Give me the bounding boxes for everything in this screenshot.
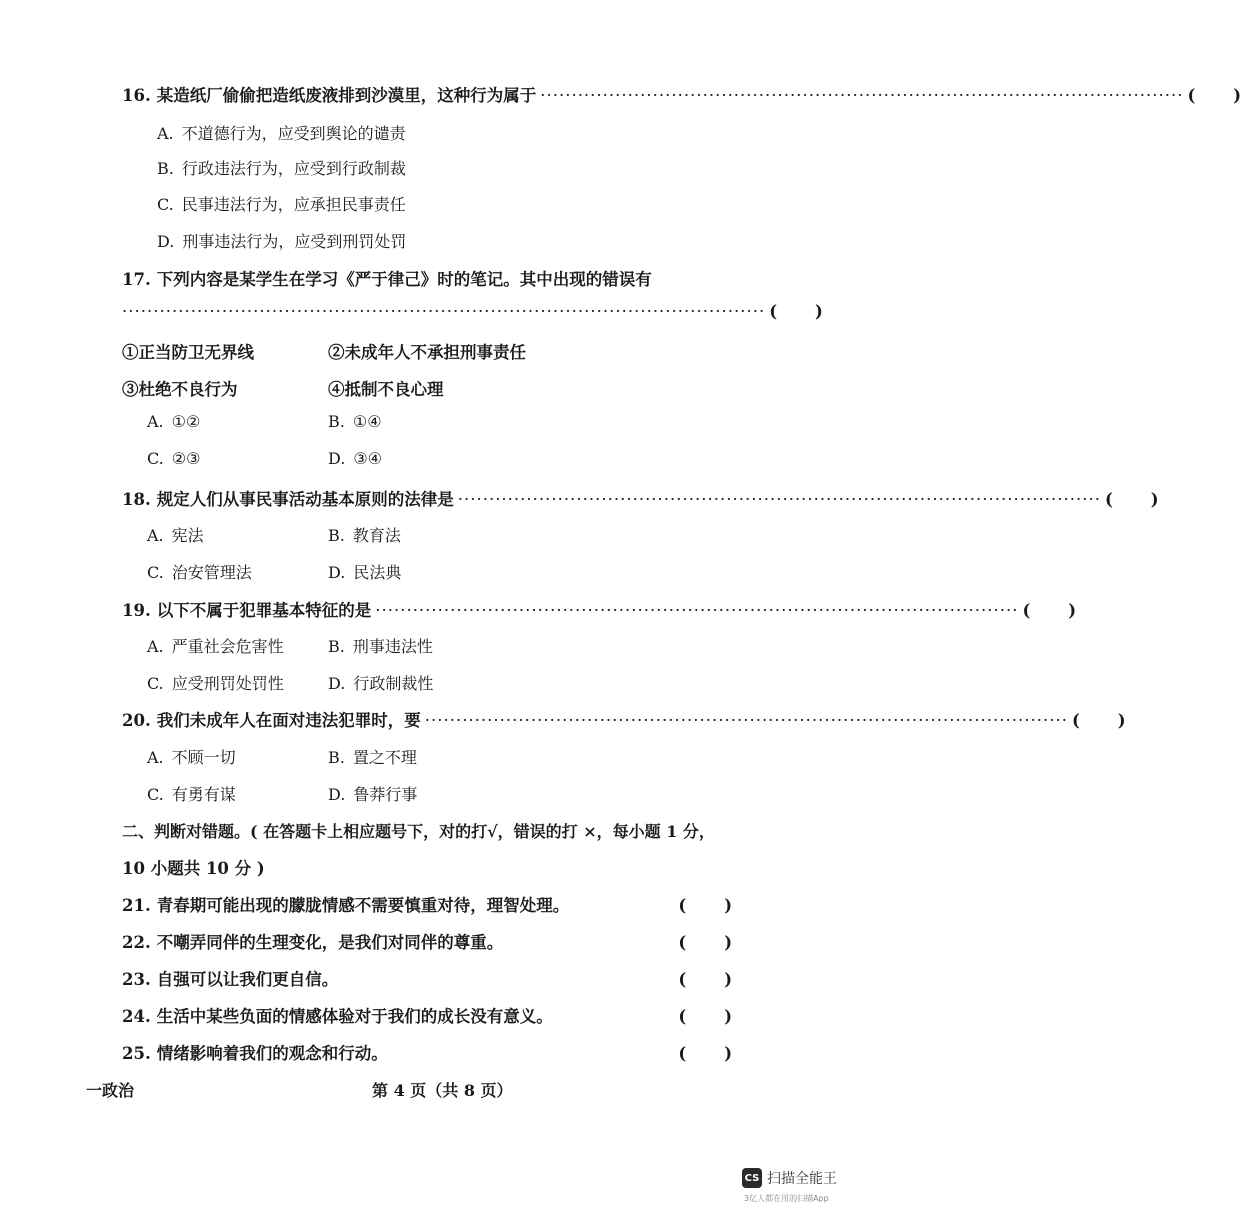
camscanner-logo-icon: CS (742, 1168, 762, 1188)
option-d: D. 行政制裁性 (328, 674, 434, 693)
question-17-stem (122, 266, 742, 290)
scanner-watermark (742, 1168, 837, 1188)
footer-subject: 一政治 (86, 1081, 135, 1100)
section-heading-cont: 10 小题共 10 分 ) (122, 859, 265, 878)
section-heading: 二、判断对错题。( 在答题卡上相应题号下，对的打√，错误的打 ×，每小题 1 分， (122, 822, 715, 841)
question-text: 下列内容是某学生在学习《严于律己》时的笔记。其中出现的错误有 (156, 270, 652, 289)
note-item-3: ③杜绝不良行为 (122, 380, 238, 399)
question-number: 17. (122, 270, 151, 289)
option-a: A. ①② (147, 412, 201, 431)
tf-item-23: 23. 自强可以让我们更自信。 ( ) (122, 970, 732, 989)
option-d: D. ③④ (328, 449, 383, 468)
option-b: B. 行政违法行为，应受到行政制裁 (157, 159, 406, 178)
watermark-name: 扫描全能王 (767, 1171, 837, 1187)
dot-leader: ······································································································· (424, 711, 1068, 730)
option-a: A. 宪法 (147, 526, 204, 545)
option-a: A. 严重社会危害性 (147, 637, 284, 656)
answer-bracket: ( ) (678, 896, 732, 915)
answer-bracket: ( ) (678, 1007, 732, 1026)
note-item-2: ②未成年人不承担刑事责任 (328, 343, 526, 362)
answer-bracket: ( ) (1104, 490, 1159, 509)
answer-bracket: ( ) (678, 1044, 732, 1063)
dot-leader: ······································································································· (122, 302, 766, 321)
option-c: C. 应受刑罚处罚性 (147, 674, 284, 693)
question-text: 我们未成年人在面对违法犯罪时，要 (156, 711, 421, 730)
tf-item-25: 25. 情绪影响着我们的观念和行动。 ( ) (122, 1044, 732, 1063)
dot-leader: ······································································································· (457, 490, 1101, 509)
option-d: D. 民法典 (328, 563, 402, 582)
question-18-stem (122, 486, 1159, 510)
answer-bracket: ( ) (1022, 601, 1077, 620)
tf-item-22: 22. 不嘲弄同伴的生理变化，是我们对同伴的尊重。 ( ) (122, 933, 732, 952)
question-number: 16. (122, 86, 151, 105)
question-number: 18. (122, 490, 151, 509)
footer-page-number: 第 4 页（共 8 页） (372, 1081, 513, 1100)
answer-bracket: ( ) (678, 933, 732, 952)
question-20-stem (122, 707, 1126, 731)
option-b: B. ①④ (328, 412, 382, 431)
question-number: 19. (122, 601, 151, 620)
tf-item-21: 21. 青春期可能出现的朦胧情感不需要慎重对待，理智处理。 ( ) (122, 896, 732, 915)
option-b: B. 刑事违法性 (328, 637, 433, 656)
question-17-leader-line (122, 302, 823, 321)
question-16-stem (122, 82, 1241, 106)
answer-bracket: ( ) (769, 302, 823, 321)
note-item-4: ④抵制不良心理 (328, 380, 444, 399)
note-item-1: ①正当防卫无界线 (122, 343, 254, 362)
option-c: C. ②③ (147, 449, 201, 468)
dot-leader: ······································································································· (540, 86, 1184, 105)
question-text: 规定人们从事民事活动基本原则的法律是 (156, 490, 454, 509)
watermark-subtitle: 3亿人都在用的扫描App (744, 1194, 829, 1203)
option-a: A. 不道德行为，应受到舆论的谴责 (157, 124, 406, 143)
answer-bracket: ( ) (678, 970, 732, 989)
option-c: C. 民事违法行为，应承担民事责任 (157, 195, 406, 214)
option-c: C. 治安管理法 (147, 563, 252, 582)
answer-bracket: ( ) (1071, 711, 1126, 730)
option-d: D. 刑事违法行为，应受到刑罚处罚 (157, 232, 407, 251)
option-b: B. 教育法 (328, 526, 401, 545)
question-19-stem (122, 597, 1077, 621)
tf-item-24: 24. 生活中某些负面的情感体验对于我们的成长没有意义。 ( ) (122, 1007, 732, 1026)
answer-bracket: ( ) (1187, 86, 1241, 105)
option-d: D. 鲁莽行事 (328, 785, 418, 804)
dot-leader: ······································································································· (375, 601, 1019, 620)
option-b: B. 置之不理 (328, 748, 417, 767)
option-c: C. 有勇有谋 (147, 785, 236, 804)
question-number: 20. (122, 711, 151, 730)
question-text: 以下不属于犯罪基本特征的是 (156, 601, 372, 620)
question-text: 某造纸厂偷偷把造纸废液排到沙漠里，这种行为属于 (156, 86, 537, 105)
option-a: A. 不顾一切 (147, 748, 236, 767)
